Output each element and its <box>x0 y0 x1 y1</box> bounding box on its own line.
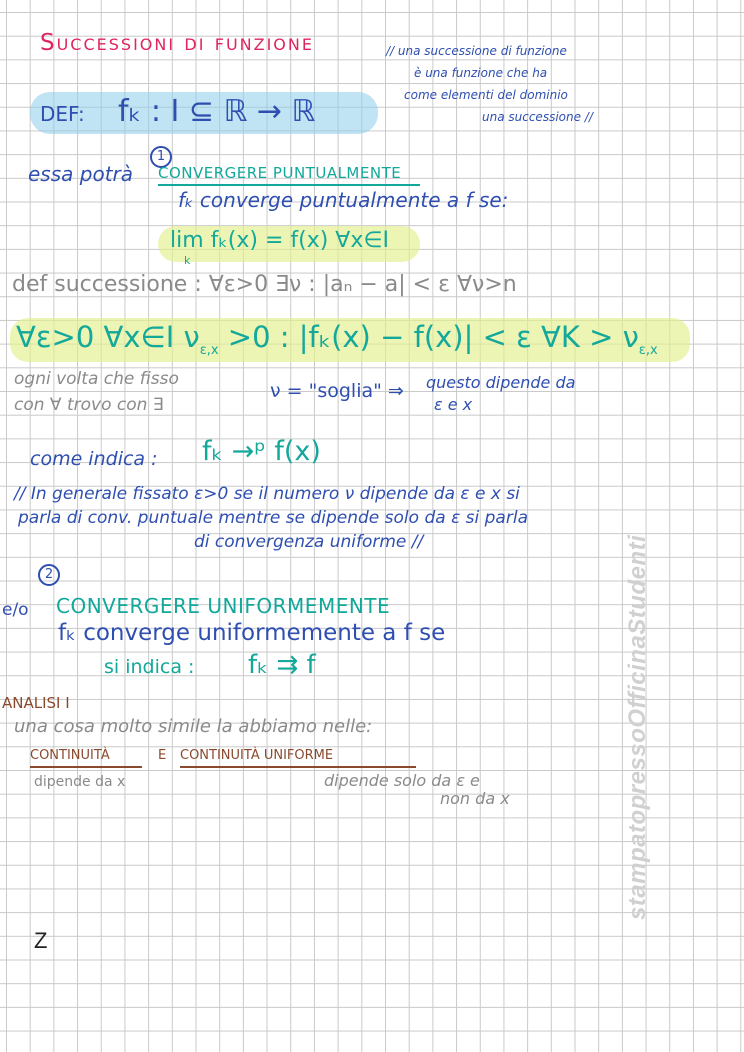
general-note-line: // In generale fissato ε>0 se il numero ν dipende da ε e x si <box>14 484 520 504</box>
limit-formula <box>170 228 389 253</box>
section-1-heading-underline <box>158 184 420 186</box>
condition-middle: >0 : |fₖ(x) − f(x)| < ε ∀K > ν <box>218 320 639 354</box>
condition-start: ∀ε>0 ∀x∈I ν <box>16 320 200 354</box>
section-2-heading: CONVERGERE UNIFORMEMENTE <box>56 594 391 618</box>
condition-sub-1: ε,x <box>199 342 219 358</box>
indica-label: come indica : <box>30 448 158 470</box>
page-letter: Z <box>34 928 48 953</box>
convergence-condition <box>16 320 658 358</box>
grey-note <box>14 366 179 418</box>
analisi-term-1-underline <box>30 766 142 768</box>
soglia-note-line: ε e x <box>434 395 473 414</box>
section-1-statement: fₖ converge puntualmente a f se: <box>178 188 509 212</box>
section-1-intro: essa potrà <box>28 162 134 186</box>
analisi-term-2-note-line: dipende solo da ε e <box>324 771 480 790</box>
section-1-heading: CONVERGERE PUNTUALMENTE <box>158 164 402 182</box>
definition-formula: fₖ : I ⊆ ℝ → ℝ <box>118 94 316 129</box>
watermark-text: stampatopressoOfficinaStudenti <box>624 534 651 920</box>
analisi-term-2: CONTINUITÀ UNIFORME <box>180 748 334 763</box>
general-note-line: parla di conv. puntuale mentre se dipende solo da ε si parla <box>18 508 528 528</box>
analisi-term-2-underline <box>180 766 416 768</box>
analisi-term-2-note <box>324 772 510 808</box>
soglia-note-line: questo dipende da <box>426 373 576 392</box>
section-2-prefix: e/o <box>2 600 29 620</box>
limit-subscript: k <box>184 254 191 267</box>
grey-note-line: ogni volta che fisso <box>14 369 179 389</box>
side-note-line: è una funzione che ha <box>414 66 548 80</box>
grey-note-line: con ∀ trovo con ∃ <box>14 395 164 415</box>
analisi-term-1-note: dipende da x <box>34 774 126 790</box>
definition-label: DEF: <box>40 102 85 126</box>
indica-formula: fₖ →ᵖ f(x) <box>202 436 321 467</box>
general-note <box>14 482 528 554</box>
section-2-statement: fₖ converge uniformemente a f se <box>58 620 446 646</box>
side-note-line: una successione // <box>482 110 593 124</box>
condition-sub-2: ε,x <box>638 342 658 358</box>
side-note-line: come elementi del dominio <box>404 88 568 102</box>
section-2-number: 2 <box>38 564 60 586</box>
analisi-term-1: CONTINUITÀ <box>30 748 110 763</box>
def-successione: def successione : ∀ε>0 ∃ν : |aₙ − a| < ε ∀ν>n <box>12 272 517 297</box>
analisi-term-2-note-line: non da x <box>440 789 510 808</box>
general-note-line: di convergenza uniforme // <box>194 532 424 552</box>
soglia-note <box>426 372 575 416</box>
limit-text: lim fₖ(x) = f(x) ∀x∈I <box>170 228 390 253</box>
side-note <box>386 40 593 128</box>
page-title: Successioni di funzione <box>40 30 314 56</box>
soglia-text: ν = "soglia" ⇒ <box>270 380 404 402</box>
section-2-indica-formula: fₖ ⇉ f <box>248 650 316 680</box>
section-2-indica-label: si indica : <box>104 656 195 678</box>
analisi-title: ANALISI I <box>2 694 70 712</box>
section-1-number: 1 <box>150 146 172 168</box>
analisi-conjunction: E <box>158 748 167 763</box>
analisi-text: una cosa molto simile la abbiamo nelle: <box>14 716 373 737</box>
side-note-line: // una successione di funzione <box>386 44 567 58</box>
